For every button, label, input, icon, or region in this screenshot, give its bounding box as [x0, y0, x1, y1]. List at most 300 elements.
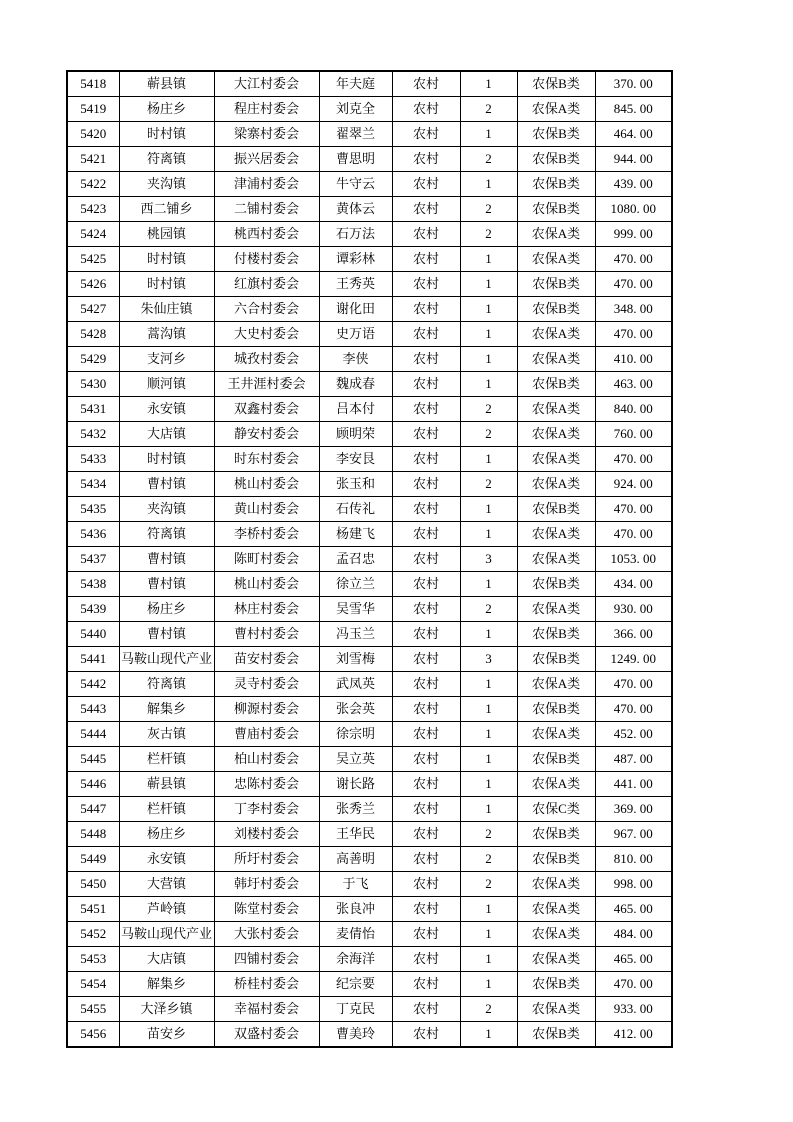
cell-type: 农村 — [392, 122, 460, 147]
cell-name: 刘克全 — [319, 97, 392, 122]
cell-village: 刘楼村委会 — [214, 822, 319, 847]
table-row — [67, 272, 672, 297]
table-row — [67, 722, 672, 747]
cell-id: 5453 — [67, 947, 119, 972]
cell-id: 5442 — [67, 672, 119, 697]
cell-name: 年夫庭 — [319, 71, 392, 97]
cell-id: 5431 — [67, 397, 119, 422]
cell-village: 苗安村委会 — [214, 647, 319, 672]
cell-id: 5438 — [67, 572, 119, 597]
cell-name: 于飞 — [319, 872, 392, 897]
cell-count: 1 — [460, 1022, 517, 1048]
cell-town: 蒿沟镇 — [119, 322, 214, 347]
cell-amount: 810. 00 — [595, 847, 672, 872]
cell-type: 农村 — [392, 572, 460, 597]
cell-count: 1 — [460, 972, 517, 997]
cell-village: 振兴居委会 — [214, 147, 319, 172]
cell-name: 谢化田 — [319, 297, 392, 322]
cell-id: 5428 — [67, 322, 119, 347]
cell-name: 余海洋 — [319, 947, 392, 972]
cell-amount: 760. 00 — [595, 422, 672, 447]
cell-village: 津浦村委会 — [214, 172, 319, 197]
cell-village: 柳源村委会 — [214, 697, 319, 722]
table-row — [67, 122, 672, 147]
table-row — [67, 847, 672, 872]
cell-id: 5440 — [67, 622, 119, 647]
cell-type: 农村 — [392, 972, 460, 997]
cell-amount: 465. 00 — [595, 897, 672, 922]
cell-village: 双鑫村委会 — [214, 397, 319, 422]
cell-amount: 944. 00 — [595, 147, 672, 172]
cell-name: 黄体云 — [319, 197, 392, 222]
table-row — [67, 597, 672, 622]
cell-count: 1 — [460, 247, 517, 272]
cell-town: 大泽乡镇 — [119, 997, 214, 1022]
cell-amount: 370. 00 — [595, 71, 672, 97]
cell-village: 大江村委会 — [214, 71, 319, 97]
cell-category: 农保C类 — [517, 797, 595, 822]
cell-id: 5433 — [67, 447, 119, 472]
cell-village: 静安村委会 — [214, 422, 319, 447]
table-row — [67, 697, 672, 722]
table-row — [67, 372, 672, 397]
cell-category: 农保A类 — [517, 247, 595, 272]
cell-count: 2 — [460, 222, 517, 247]
table-row — [67, 572, 672, 597]
cell-name: 孟召忠 — [319, 547, 392, 572]
table-row — [67, 347, 672, 372]
cell-name: 张良冲 — [319, 897, 392, 922]
cell-category: 农保A类 — [517, 872, 595, 897]
cell-count: 1 — [460, 622, 517, 647]
cell-category: 农保B类 — [517, 822, 595, 847]
cell-type: 农村 — [392, 647, 460, 672]
cell-category: 农保B类 — [517, 1022, 595, 1048]
cell-category: 农保A类 — [517, 997, 595, 1022]
cell-category: 农保B类 — [517, 847, 595, 872]
cell-town: 时村镇 — [119, 447, 214, 472]
cell-type: 农村 — [392, 71, 460, 97]
cell-count: 1 — [460, 71, 517, 97]
cell-name: 史万语 — [319, 322, 392, 347]
cell-count: 1 — [460, 722, 517, 747]
cell-village: 红旗村委会 — [214, 272, 319, 297]
table-row — [67, 947, 672, 972]
cell-id: 5437 — [67, 547, 119, 572]
cell-village: 陈堂村委会 — [214, 897, 319, 922]
cell-type: 农村 — [392, 947, 460, 972]
table-row — [67, 447, 672, 472]
cell-town: 大店镇 — [119, 422, 214, 447]
cell-type: 农村 — [392, 322, 460, 347]
cell-type: 农村 — [392, 597, 460, 622]
cell-amount: 484. 00 — [595, 922, 672, 947]
cell-name: 纪宗要 — [319, 972, 392, 997]
cell-category: 农保B类 — [517, 172, 595, 197]
cell-amount: 999. 00 — [595, 222, 672, 247]
cell-village: 曹庙村委会 — [214, 722, 319, 747]
cell-id: 5425 — [67, 247, 119, 272]
cell-town: 栏杆镇 — [119, 747, 214, 772]
cell-count: 1 — [460, 447, 517, 472]
cell-village: 梁寨村委会 — [214, 122, 319, 147]
cell-town: 西二铺乡 — [119, 197, 214, 222]
cell-amount: 452. 00 — [595, 722, 672, 747]
cell-id: 5432 — [67, 422, 119, 447]
cell-category: 农保A类 — [517, 947, 595, 972]
table-row — [67, 422, 672, 447]
cell-id: 5447 — [67, 797, 119, 822]
cell-amount: 470. 00 — [595, 272, 672, 297]
cell-type: 农村 — [392, 197, 460, 222]
table-row — [67, 1022, 672, 1048]
cell-category: 农保A类 — [517, 472, 595, 497]
cell-id: 5455 — [67, 997, 119, 1022]
cell-town: 解集乡 — [119, 697, 214, 722]
table-row — [67, 872, 672, 897]
cell-amount: 470. 00 — [595, 322, 672, 347]
cell-village: 丁李村委会 — [214, 797, 319, 822]
cell-village: 城孜村委会 — [214, 347, 319, 372]
cell-type: 农村 — [392, 522, 460, 547]
cell-type: 农村 — [392, 797, 460, 822]
cell-village: 二铺村委会 — [214, 197, 319, 222]
cell-town: 杨庄乡 — [119, 822, 214, 847]
cell-village: 桃山村委会 — [214, 472, 319, 497]
cell-town: 杨庄乡 — [119, 97, 214, 122]
table-row — [67, 922, 672, 947]
cell-count: 3 — [460, 547, 517, 572]
cell-village: 所圩村委会 — [214, 847, 319, 872]
table-row — [67, 622, 672, 647]
cell-count: 1 — [460, 922, 517, 947]
cell-amount: 470. 00 — [595, 972, 672, 997]
cell-count: 2 — [460, 397, 517, 422]
cell-type: 农村 — [392, 897, 460, 922]
cell-town: 永安镇 — [119, 847, 214, 872]
table-row — [67, 497, 672, 522]
cell-type: 农村 — [392, 447, 460, 472]
cell-town: 符离镇 — [119, 522, 214, 547]
cell-id: 5436 — [67, 522, 119, 547]
cell-category: 农保A类 — [517, 522, 595, 547]
cell-count: 1 — [460, 797, 517, 822]
cell-village: 六合村委会 — [214, 297, 319, 322]
cell-type: 农村 — [392, 247, 460, 272]
table-body — [67, 71, 672, 1047]
cell-village: 李桥村委会 — [214, 522, 319, 547]
cell-name: 石传礼 — [319, 497, 392, 522]
cell-town: 蕲县镇 — [119, 71, 214, 97]
cell-count: 2 — [460, 97, 517, 122]
cell-amount: 412. 00 — [595, 1022, 672, 1048]
cell-town: 时村镇 — [119, 272, 214, 297]
cell-name: 冯玉兰 — [319, 622, 392, 647]
table-row — [67, 397, 672, 422]
cell-count: 1 — [460, 697, 517, 722]
cell-village: 桥桂村委会 — [214, 972, 319, 997]
cell-amount: 439. 00 — [595, 172, 672, 197]
cell-name: 王秀英 — [319, 272, 392, 297]
cell-town: 大营镇 — [119, 872, 214, 897]
cell-town: 曹村镇 — [119, 572, 214, 597]
cell-id: 5419 — [67, 97, 119, 122]
cell-amount: 463. 00 — [595, 372, 672, 397]
cell-amount: 348. 00 — [595, 297, 672, 322]
cell-id: 5426 — [67, 272, 119, 297]
cell-type: 农村 — [392, 347, 460, 372]
cell-name: 杨建飞 — [319, 522, 392, 547]
cell-category: 农保B类 — [517, 497, 595, 522]
cell-id: 5439 — [67, 597, 119, 622]
cell-name: 徐立兰 — [319, 572, 392, 597]
cell-type: 农村 — [392, 747, 460, 772]
cell-name: 刘雪梅 — [319, 647, 392, 672]
table-row — [67, 897, 672, 922]
table-row — [67, 747, 672, 772]
cell-category: 农保B类 — [517, 697, 595, 722]
cell-town: 支河乡 — [119, 347, 214, 372]
cell-village: 王井涯村委会 — [214, 372, 319, 397]
cell-town: 苗安乡 — [119, 1022, 214, 1048]
cell-count: 1 — [460, 772, 517, 797]
cell-id: 5421 — [67, 147, 119, 172]
cell-type: 农村 — [392, 822, 460, 847]
cell-category: 农保B类 — [517, 272, 595, 297]
cell-type: 农村 — [392, 997, 460, 1022]
cell-town: 永安镇 — [119, 397, 214, 422]
cell-type: 农村 — [392, 222, 460, 247]
cell-amount: 470. 00 — [595, 522, 672, 547]
cell-type: 农村 — [392, 422, 460, 447]
cell-amount: 998. 00 — [595, 872, 672, 897]
table-row — [67, 472, 672, 497]
cell-category: 农保B类 — [517, 572, 595, 597]
cell-name: 曹美玲 — [319, 1022, 392, 1048]
cell-name: 徐宗明 — [319, 722, 392, 747]
table-row — [67, 322, 672, 347]
cell-type: 农村 — [392, 372, 460, 397]
cell-type: 农村 — [392, 847, 460, 872]
cell-village: 忠陈村委会 — [214, 772, 319, 797]
cell-village: 双盛村委会 — [214, 1022, 319, 1048]
table-row — [67, 972, 672, 997]
cell-count: 3 — [460, 647, 517, 672]
cell-type: 农村 — [392, 722, 460, 747]
cell-type: 农村 — [392, 97, 460, 122]
cell-type: 农村 — [392, 1022, 460, 1048]
cell-village: 付楼村委会 — [214, 247, 319, 272]
cell-town: 芦岭镇 — [119, 897, 214, 922]
cell-count: 1 — [460, 122, 517, 147]
cell-category: 农保B类 — [517, 71, 595, 97]
cell-amount: 464. 00 — [595, 122, 672, 147]
cell-id: 5418 — [67, 71, 119, 97]
cell-village: 林庄村委会 — [214, 597, 319, 622]
cell-category: 农保B类 — [517, 372, 595, 397]
cell-amount: 470. 00 — [595, 247, 672, 272]
cell-town: 曹村镇 — [119, 547, 214, 572]
cell-id: 5435 — [67, 497, 119, 522]
cell-category: 农保A类 — [517, 672, 595, 697]
cell-id: 5449 — [67, 847, 119, 872]
cell-category: 农保B类 — [517, 122, 595, 147]
cell-count: 1 — [460, 322, 517, 347]
cell-village: 灵寺村委会 — [214, 672, 319, 697]
cell-id: 5434 — [67, 472, 119, 497]
cell-category: 农保A类 — [517, 397, 595, 422]
benefits-table — [66, 70, 673, 1048]
cell-id: 5427 — [67, 297, 119, 322]
cell-amount: 924. 00 — [595, 472, 672, 497]
cell-town: 符离镇 — [119, 147, 214, 172]
cell-count: 2 — [460, 847, 517, 872]
cell-name: 张会英 — [319, 697, 392, 722]
cell-id: 5441 — [67, 647, 119, 672]
cell-amount: 369. 00 — [595, 797, 672, 822]
cell-name: 谢长路 — [319, 772, 392, 797]
cell-amount: 366. 00 — [595, 622, 672, 647]
cell-amount: 470. 00 — [595, 672, 672, 697]
cell-count: 2 — [460, 822, 517, 847]
cell-town: 蕲县镇 — [119, 772, 214, 797]
cell-id: 5450 — [67, 872, 119, 897]
cell-category: 农保A类 — [517, 722, 595, 747]
cell-amount: 840. 00 — [595, 397, 672, 422]
cell-amount: 930. 00 — [595, 597, 672, 622]
cell-name: 谭彩林 — [319, 247, 392, 272]
cell-count: 1 — [460, 947, 517, 972]
cell-name: 李侠 — [319, 347, 392, 372]
cell-category: 农保A类 — [517, 222, 595, 247]
cell-village: 程庄村委会 — [214, 97, 319, 122]
cell-type: 农村 — [392, 922, 460, 947]
cell-count: 1 — [460, 372, 517, 397]
cell-amount: 967. 00 — [595, 822, 672, 847]
cell-count: 2 — [460, 197, 517, 222]
cell-type: 农村 — [392, 697, 460, 722]
cell-town: 符离镇 — [119, 672, 214, 697]
cell-village: 四铺村委会 — [214, 947, 319, 972]
cell-village: 桃山村委会 — [214, 572, 319, 597]
cell-count: 1 — [460, 497, 517, 522]
table-row — [67, 772, 672, 797]
cell-count: 2 — [460, 597, 517, 622]
cell-name: 李安艮 — [319, 447, 392, 472]
cell-count: 1 — [460, 272, 517, 297]
cell-type: 农村 — [392, 872, 460, 897]
cell-id: 5443 — [67, 697, 119, 722]
cell-amount: 487. 00 — [595, 747, 672, 772]
cell-amount: 933. 00 — [595, 997, 672, 1022]
cell-amount: 410. 00 — [595, 347, 672, 372]
table-row — [67, 997, 672, 1022]
cell-category: 农保A类 — [517, 347, 595, 372]
cell-name: 麦倩怡 — [319, 922, 392, 947]
cell-category: 农保B类 — [517, 197, 595, 222]
cell-village: 韩圩村委会 — [214, 872, 319, 897]
cell-name: 高善明 — [319, 847, 392, 872]
table-row — [67, 172, 672, 197]
cell-count: 1 — [460, 522, 517, 547]
cell-category: 农保A类 — [517, 447, 595, 472]
cell-name: 翟翠兰 — [319, 122, 392, 147]
cell-amount: 845. 00 — [595, 97, 672, 122]
cell-amount: 465. 00 — [595, 947, 672, 972]
table-row — [67, 797, 672, 822]
table-row — [67, 522, 672, 547]
cell-id: 5429 — [67, 347, 119, 372]
cell-amount: 1080. 00 — [595, 197, 672, 222]
cell-category: 农保A类 — [517, 597, 595, 622]
cell-village: 陈町村委会 — [214, 547, 319, 572]
cell-id: 5445 — [67, 747, 119, 772]
table-row — [67, 197, 672, 222]
cell-category: 农保A类 — [517, 772, 595, 797]
cell-type: 农村 — [392, 497, 460, 522]
cell-id: 5454 — [67, 972, 119, 997]
cell-count: 2 — [460, 872, 517, 897]
cell-name: 王华民 — [319, 822, 392, 847]
cell-town: 灰古镇 — [119, 722, 214, 747]
cell-category: 农保A类 — [517, 422, 595, 447]
cell-name: 魏成春 — [319, 372, 392, 397]
cell-category: 农保B类 — [517, 647, 595, 672]
cell-village: 黄山村委会 — [214, 497, 319, 522]
table-row — [67, 247, 672, 272]
cell-amount: 434. 00 — [595, 572, 672, 597]
table-row — [67, 97, 672, 122]
cell-count: 1 — [460, 672, 517, 697]
cell-town: 解集乡 — [119, 972, 214, 997]
cell-town: 曹村镇 — [119, 622, 214, 647]
cell-type: 农村 — [392, 397, 460, 422]
cell-id: 5423 — [67, 197, 119, 222]
cell-id: 5444 — [67, 722, 119, 747]
cell-id: 5456 — [67, 1022, 119, 1048]
cell-category: 农保B类 — [517, 747, 595, 772]
cell-town: 曹村镇 — [119, 472, 214, 497]
cell-type: 农村 — [392, 147, 460, 172]
cell-name: 吕本付 — [319, 397, 392, 422]
cell-type: 农村 — [392, 672, 460, 697]
table-row — [67, 147, 672, 172]
cell-amount: 470. 00 — [595, 497, 672, 522]
cell-village: 曹村村委会 — [214, 622, 319, 647]
cell-count: 1 — [460, 747, 517, 772]
cell-town: 顺河镇 — [119, 372, 214, 397]
cell-count: 1 — [460, 297, 517, 322]
cell-name: 曹思明 — [319, 147, 392, 172]
cell-village: 柏山村委会 — [214, 747, 319, 772]
cell-count: 1 — [460, 347, 517, 372]
cell-village: 大史村委会 — [214, 322, 319, 347]
cell-town: 马鞍山现代产业 — [119, 647, 214, 672]
cell-town: 大店镇 — [119, 947, 214, 972]
cell-amount: 1249. 00 — [595, 647, 672, 672]
cell-amount: 470. 00 — [595, 697, 672, 722]
cell-count: 1 — [460, 572, 517, 597]
cell-category: 农保B类 — [517, 622, 595, 647]
cell-name: 顾明荣 — [319, 422, 392, 447]
cell-count: 1 — [460, 897, 517, 922]
cell-amount: 470. 00 — [595, 447, 672, 472]
cell-name: 武凤英 — [319, 672, 392, 697]
cell-town: 马鞍山现代产业 — [119, 922, 214, 947]
cell-town: 杨庄乡 — [119, 597, 214, 622]
cell-village: 幸福村委会 — [214, 997, 319, 1022]
cell-category: 农保B类 — [517, 297, 595, 322]
